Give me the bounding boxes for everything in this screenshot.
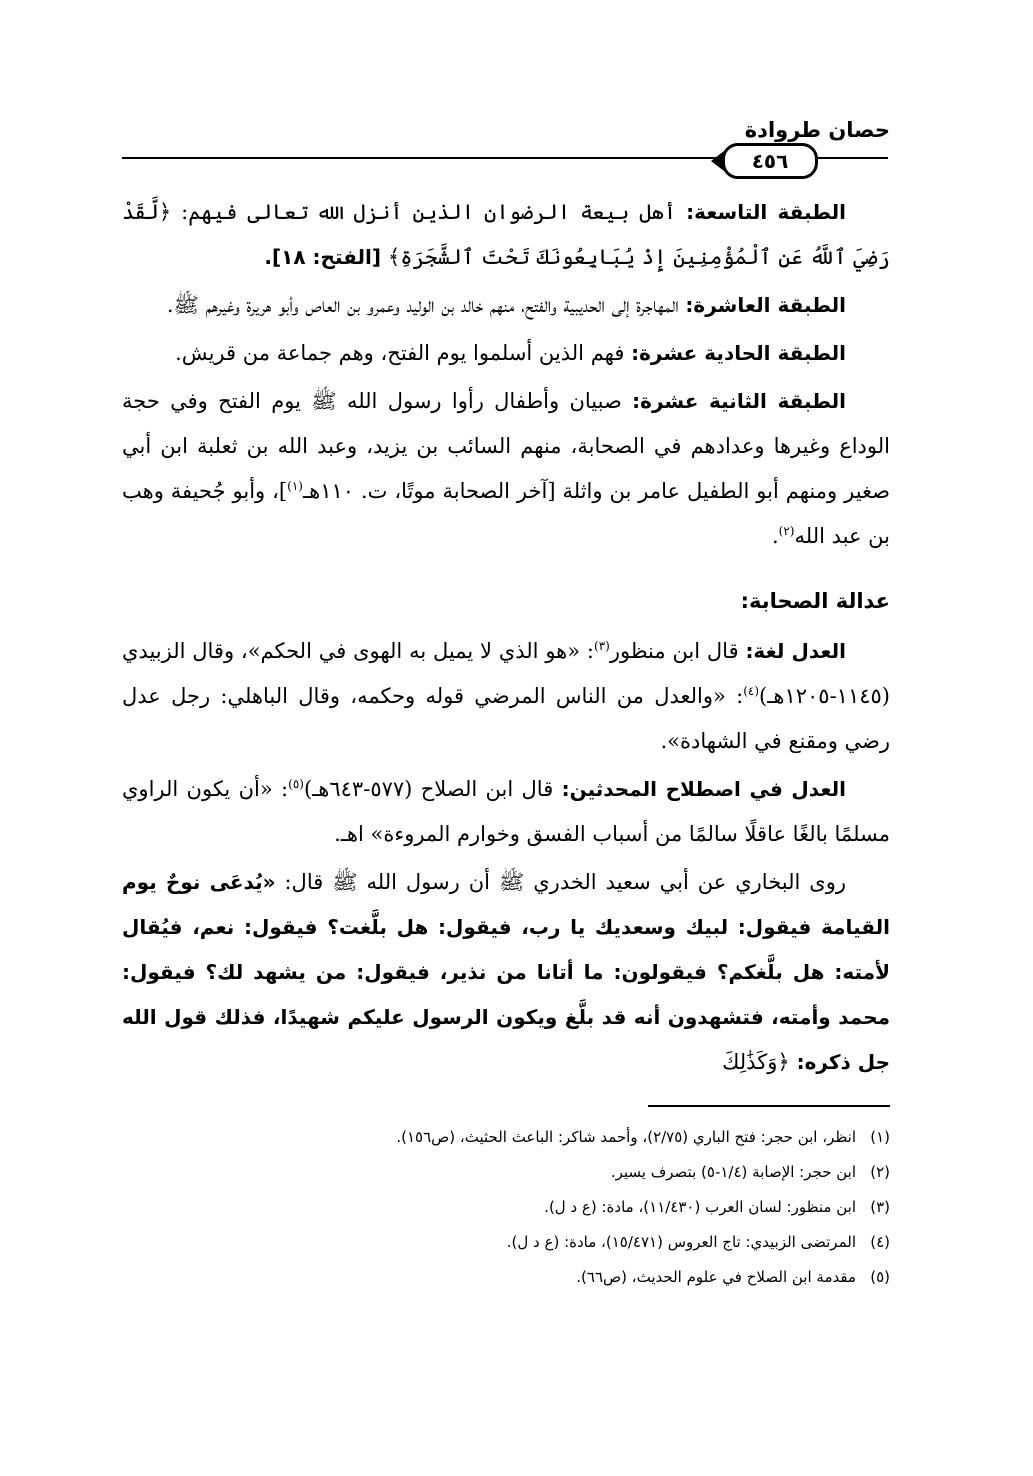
footnote-number: (٣) [870,1198,890,1216]
paragraph-text: روى البخاري عن أبي سعيد الخدري ﷺ أن رسول الله ﷺ قال: [275,870,846,894]
paragraph-lead: الطبقة الحادية عشرة: [631,341,846,365]
footnotes [122,1120,890,1295]
paragraph-lead: الطبقة العاشرة: [685,293,846,317]
paragraph-text: : «هو الذي لا يميل به الهوى في الحكم»، وقال الزبيدي (١١٤٥-١٢٠٥هـ) [122,639,890,708]
footnote-ref-3[interactable]: (٣) [594,639,610,653]
footnote-ref-2[interactable]: (٢) [778,524,795,538]
paragraph-text: ]، وأبو جُحيفة وهب بن عبد الله [122,479,890,548]
paragraph-text: قال ابن منظور [609,639,746,663]
paragraph-text: : «أن يكون الراوي مسلمًا بالغًا عاقلًا سالمًا من أسباب الفسق وخوارم المروءة» اهـ. [122,777,890,846]
quran-verse: ﴿وَكَذَٰلِكَ [722,1050,790,1074]
footnote-text: انظر، ابن حجر: فتح الباري (٢/٧٥)، وأحمد شاكر: الباعث الحثيث، (ص١٥٦). [396,1128,856,1146]
paragraph-adl-istilah [122,767,890,857]
footnote-text: ابن حجر: الإصابة (١/٤-٥) بتصرف يسير. [610,1163,856,1181]
verse-reference: [الفتح: ١٨]. [264,245,388,269]
paragraph-hadith [122,860,890,1085]
footnote-number: (٤) [870,1233,890,1251]
running-title: حصان طروادة [744,118,890,142]
paragraph-tabaqa-10 [122,283,890,328]
paragraph-tabaqa-11 [122,331,890,376]
page-number-badge: ٤٥٦ [722,143,818,179]
footnote-item [122,1260,890,1295]
paragraph-text: فهم الذين أسلموا يوم الفتح، وهم جماعة من قريش. [175,341,632,365]
quran-verse: ﴿لَّقَدْ رَضِيَ ٱللَّهُ عَنِ ٱلْمُؤْمِنِينَ إِذْ يُبَايِعُونَكَ تَحْتَ ٱلشَّجَرَةِ﴾ [122,200,890,269]
footnote-number: (١) [870,1128,890,1146]
paragraph-text: قال ابن الصلاح (٥٧٧-٦٤٣هـ) [303,777,562,801]
main-text [122,190,890,1088]
paragraph-adl-lugha [122,629,890,764]
paragraph-lead: الطبقة التاسعة: [686,200,846,224]
paragraph-lead: العدل لغة: [745,639,847,663]
paragraph-text: : «والعدل من الناس المرضي قوله وحكمه، وقال الباهلي: رجل عدل رضي ومقنع في الشهادة». [122,684,890,753]
footnote-item [122,1190,890,1225]
footnote-text: المرتضى الزبيدي: تاج العروس (١٥/٤٧١)، مادة: (ع د ل). [506,1233,856,1251]
paragraph-tabaqa-9 [122,190,890,280]
footnote-number: (٢) [870,1163,890,1181]
footnote-text: ابن منظور: لسان العرب (١١/٤٣٠)، مادة: (ع د ل). [544,1198,856,1216]
paragraph-lead: العدل في اصطلاح المحدثين: [561,777,846,801]
footnote-text: مقدمة ابن الصلاح في علوم الحديث، (ص٦٦). [576,1268,856,1286]
hadith-text: «يُدعَى نوحٌ يوم القيامة فيقول: لبيك وسعديك يا رب، فيقول: هل بلَّغت؟ فيقول: نعم، فيُقال لأمته: هل بلَّغكم؟ فيقولون: ما أتانا من نذير، فيقول: من يشهد لك؟ فيقول: محمد وأمته، فتشهدون أنه قد بلَّغ ويكون الرسول عليكم شهيدًا، فذلك قول الله جل ذكره: [122,870,890,1074]
footnote-ref-1[interactable]: (١) [287,479,303,493]
footnote-item [122,1120,890,1155]
section-heading: عدالة الصحابة: [740,589,890,613]
paragraph-text: . [771,524,779,548]
footnote-ref-4[interactable]: (٤) [743,684,760,698]
paragraph-lead: الطبقة الثانية عشرة: [632,389,847,413]
footnote-item [122,1225,890,1260]
footnote-ref-5[interactable]: (٥) [288,777,304,791]
paragraph-text: المهاجرة إلى الحديبية والفتح، منهم خالد بن الوليد وعمرو بن العاص وأبو هريرة وغيرهم ﷺ. [166,293,686,317]
paragraph-text: أهل بيعة الرضوان الذين أنزل الله تعالى فيهم: [171,200,687,224]
paragraph-text: صبيان وأطفال رأوا رسول الله ﷺ يوم الفتح وفي حجة الوداع وغيرها وعدادهم في الصحابة، منهم السائب بن يزيد، وعبد الله بن ثعلبة ابن أبي صغير ومنهم أبو الطفيل عامر بن واثلة [آخر الصحابة موتًا، ت. ١١٠هـ [122,389,890,503]
paragraph-tabaqa-12 [122,379,890,559]
footnote-divider [648,1105,890,1107]
footnote-item [122,1155,890,1190]
footnote-number: (٥) [870,1268,890,1286]
